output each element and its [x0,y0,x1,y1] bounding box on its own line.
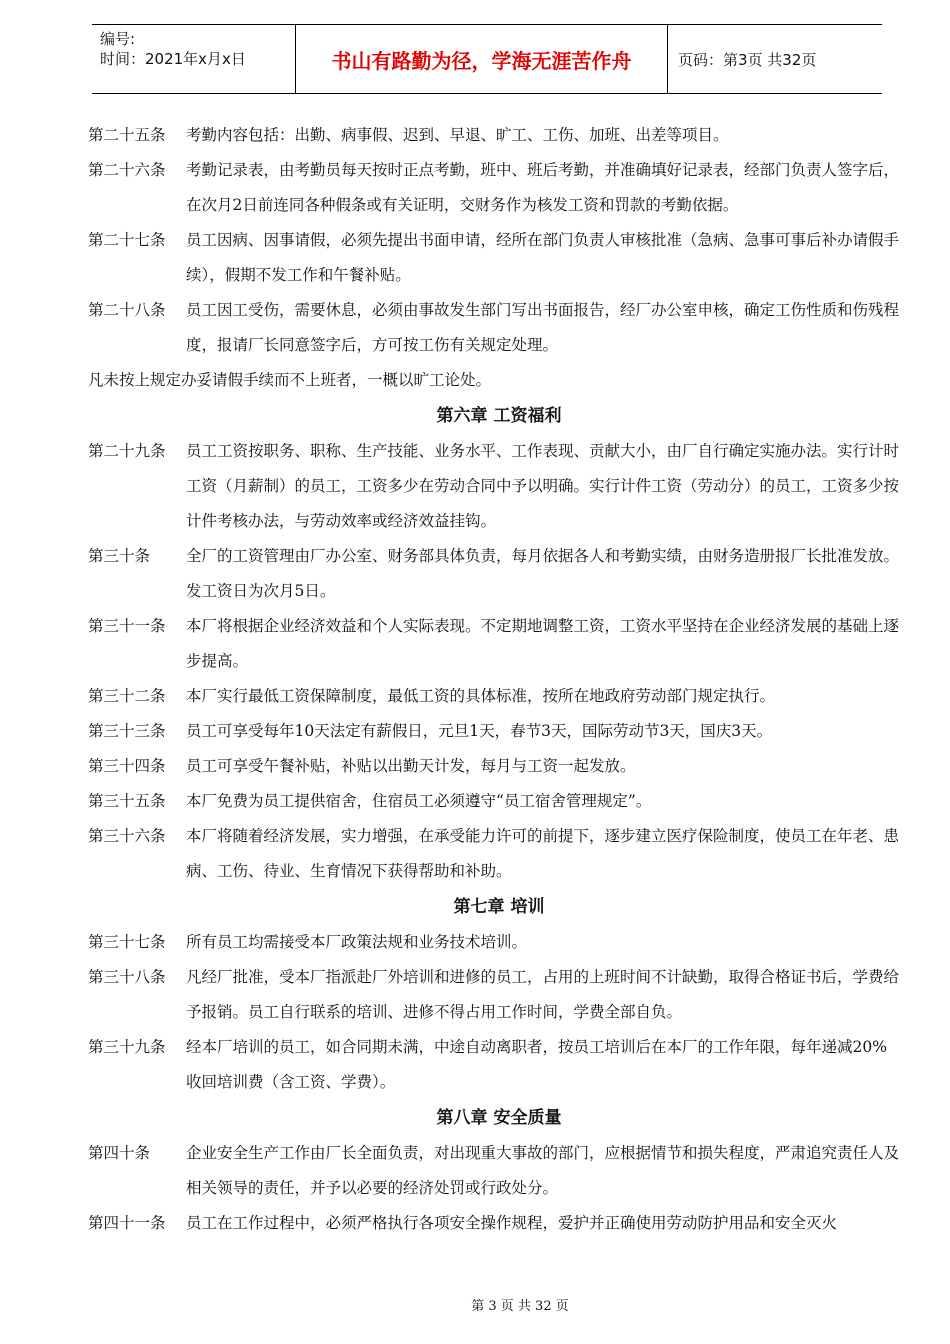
article-text: 员工可享受每年10天法定有薪假日，元旦1天，春节3天，国际劳动节3天，国庆3天。 [186,722,773,740]
article-number: 第二十六条 [88,161,166,179]
article-text: 凡经厂批准，受本厂指派赴厂外培训和进修的员工，占用的上班时间不计缺勤，取得合格证书后，学费给予报销。员工自行联系的培训、进修不得占用工作时间，学费全部自负。 [186,968,900,1021]
article-number: 第三十一条 [88,617,166,635]
article [88,609,900,679]
article [88,223,900,293]
page-footer: 第 3 页 共 32 页 [471,1299,569,1314]
article [88,1136,900,1206]
article [88,153,900,223]
article [88,118,900,153]
article-text: 企业安全生产工作由厂长全面负责，对出现重大事故的部门，应根据情节和损失程度，严肃追究责任人及相关领导的责任，并予以必要的经济处罚或行政处分。 [186,1144,900,1197]
document-body [88,118,900,1241]
article-number: 第二十七条 [88,231,166,249]
article-number: 第三十五条 [88,792,166,810]
article [88,819,900,889]
article-text: 本厂将随着经济发展，实力增强，在承受能力许可的前提下，逐步建立医疗保险制度，使员工在年老、患病、工伤、待业、生育情况下获得帮助和补助。 [186,827,900,880]
date-label: 时间：2021年x月x日 [100,50,246,68]
article-text: 考勤内容包括：出勤、病事假、迟到、早退、旷工、工伤、加班、出差等项目。 [186,126,729,144]
article [88,784,900,819]
article-text: 本厂将根据企业经济效益和个人实际表现。不定期地调整工资，工资水平坚持在企业经济发展的基础上逐步提高。 [186,617,900,670]
article [88,293,900,363]
header-page-number: 页码：第3页 共32页 [678,50,817,69]
article-number: 第三十九条 [88,1038,166,1056]
article-text: 经本厂培训的员工，如合同期未满，中途自动离职者，按员工培训后在本厂的工作年限，每年递减20%收回培训费（含工资、学费）。 [186,1038,887,1091]
article-number: 第三十四条 [88,757,166,775]
article-number: 第三十三条 [88,722,166,740]
article-text: 员工在工作过程中，必须严格执行各项安全操作规程，爱护并正确使用劳动防护用品和安全灭火 [186,1214,838,1232]
article [88,539,900,609]
article-number: 第三十六条 [88,827,166,845]
article [88,925,900,960]
page-header [92,24,882,94]
doc-number-label: 编号: [100,30,136,48]
chapter-heading: 第六章 工资福利 [436,406,562,426]
article-number: 第二十八条 [88,301,166,319]
article-number: 第二十五条 [88,126,166,144]
article-text: 员工因病、因事请假，必须先提出书面申请，经所在部门负责人审核批准（急病、急事可事后补办请假手续），假期不发工作和午餐补贴。 [186,231,900,284]
article-number: 第四十一条 [88,1214,166,1232]
chapter-heading: 第八章 安全质量 [436,1108,562,1128]
article [88,679,900,714]
article [88,749,900,784]
article [88,1206,900,1241]
chapter-heading: 第七章 培训 [453,897,545,917]
article-text: 员工工资按职务、职称、生产技能、业务水平、工作表现、贡献大小，由厂自行确定实施办法。实行计时工资（月薪制）的员工，工资多少在劳动合同中予以明确。实行计件工资（劳动分）的员工，工资多少按计件考核办法，与劳动效率或经济效益挂钩。 [186,442,900,530]
article [88,434,900,539]
article-text: 所有员工均需接受本厂政策法规和业务技术培训。 [186,933,528,951]
article-text: 全厂的工资管理由厂办公室、财务部具体负责，每月依据各人和考勤实绩，由财务造册报厂长批准发放。发工资日为次月5日。 [186,547,900,600]
article-text: 考勤记录表，由考勤员每天按时正点考勤，班中、班后考勤，并准确填好记录表，经部门负责人签字后，在次月2日前连同各种假条或有关证明，交财务作为核发工资和罚款的考勤依据。 [186,161,900,214]
header-motto: 书山有路勤为径，学海无涯苦作舟 [296,25,668,93]
article-number: 第三十二条 [88,687,166,705]
article [88,960,900,1030]
article [88,1030,900,1100]
article-text: 本厂实行最低工资保障制度，最低工资的具体标准，按所在地政府劳动部门规定执行。 [186,687,776,705]
article-number: 第三十七条 [88,933,166,951]
article-number: 第四十条 [88,1144,151,1162]
article-text: 本厂免费为员工提供宿舍，住宿员工必须遵守“员工宿舍管理规定”。 [186,792,652,810]
article-number: 第三十条 [88,547,151,565]
article [88,714,900,749]
paragraph: 凡未按上规定办妥请假手续而不上班者，一概以旷工论处。 [88,371,492,389]
article-number: 第二十九条 [88,442,166,460]
article-text: 员工可享受午餐补贴，补贴以出勤天计发，每月与工资一起发放。 [186,757,636,775]
header-meta [92,25,296,93]
article-text: 员工因工受伤，需要休息，必须由事故发生部门写出书面报告，经厂办公室申核，确定工伤性质和伤残程度，报请厂长同意签字后，方可按工伤有关规定处理。 [186,301,900,354]
article-number: 第三十八条 [88,968,166,986]
